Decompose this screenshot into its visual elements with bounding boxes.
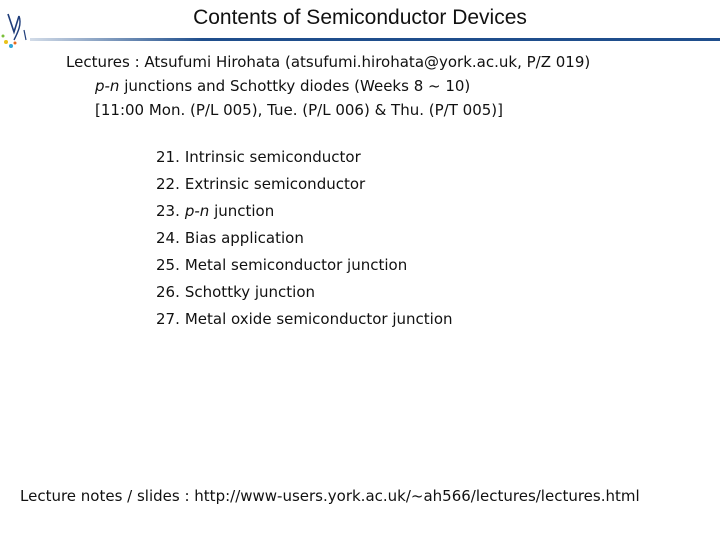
topic-list xyxy=(156,146,453,335)
list-item: 25. Metal semiconductor junction xyxy=(156,256,408,274)
list-item: 24. Bias application xyxy=(156,229,304,247)
header-divider xyxy=(30,38,720,42)
list-item: 26. Schottky junction xyxy=(156,283,316,301)
topic-line: p-n junctions and Schottky diodes (Weeks 8 ~ 10) xyxy=(95,77,471,95)
footer-link-text: Lecture notes / slides : http://www-users.york.ac.uk/~ah566/lectures/lectures.html xyxy=(20,487,640,505)
list-item: 27. Metal oxide semiconductor junction xyxy=(156,310,453,328)
course-info xyxy=(66,50,590,122)
list-item: 21. Intrinsic semiconductor xyxy=(156,148,361,166)
lecturer-line: Lectures : Atsufumi Hirohata (atsufumi.hirohata@york.ac.uk, P/Z 019) xyxy=(66,53,591,71)
list-item: 23. p-n junction xyxy=(156,202,275,220)
page-title: Contents of Semiconductor Devices xyxy=(193,6,527,29)
list-item: 22. Extrinsic semiconductor xyxy=(156,175,366,193)
schedule-line: [11:00 Mon. (P/L 005), Tue. (P/L 006) & Thu. (P/T 005)] xyxy=(95,101,503,119)
